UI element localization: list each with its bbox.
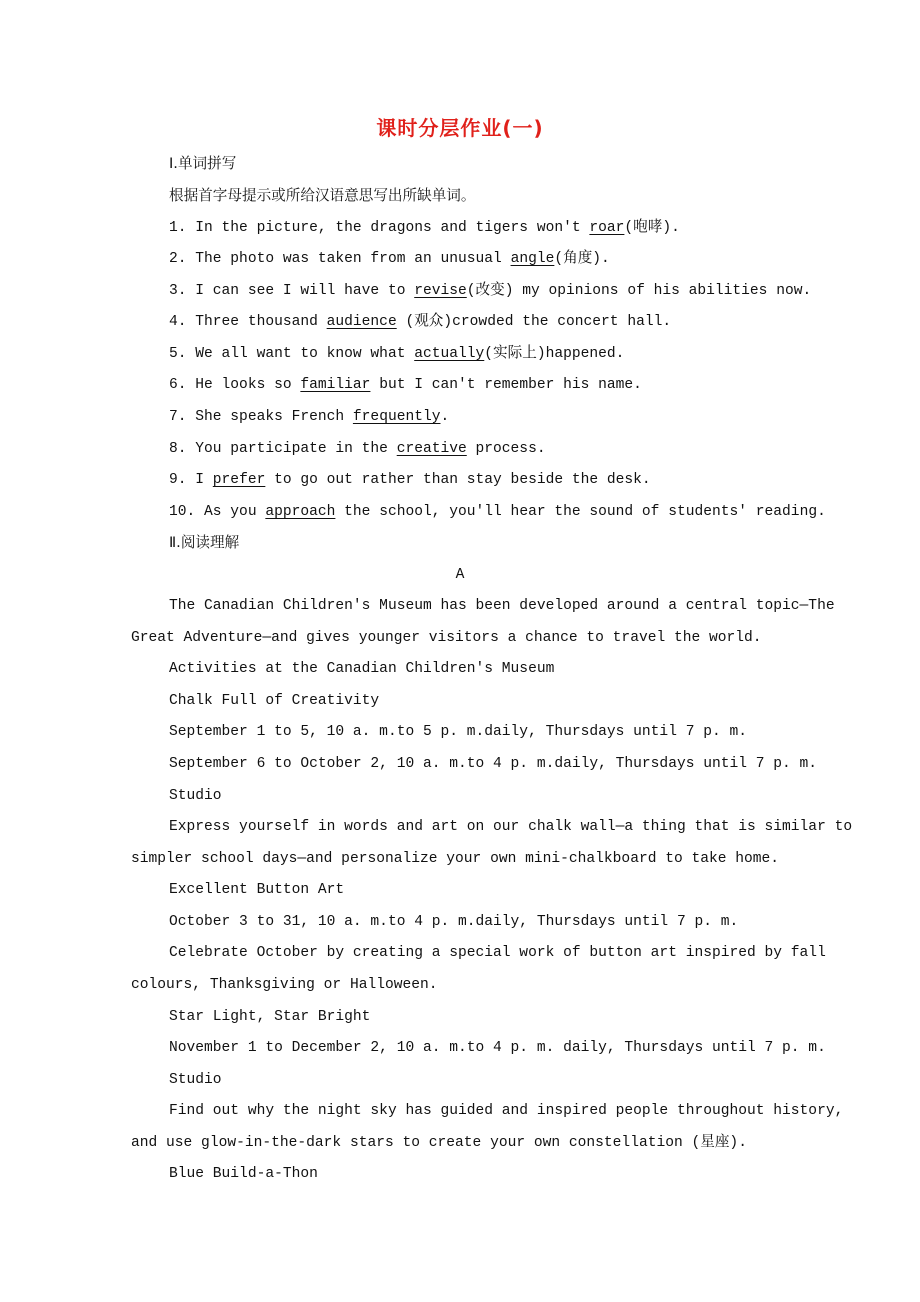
- vocab-item: 9. I prefer to go out rather than stay beside the desk.: [169, 472, 651, 488]
- passage-line: Excellent Button Art: [169, 882, 345, 898]
- section-2-heading: Ⅱ.阅读理解: [169, 534, 240, 551]
- passage-line: The Canadian Children's Museum has been developed around a central topic—The: [169, 598, 835, 614]
- vocab-item: 3. I can see I will have to revise(改变) my opinions of his abilities now.: [169, 283, 812, 299]
- passage-label: A: [455, 567, 465, 583]
- passage-line: Activities at the Canadian Children's Museum: [169, 661, 555, 677]
- answer-word: actually: [414, 346, 485, 362]
- passage-line: Star Light, Star Bright: [169, 1009, 371, 1025]
- answer-word: familiar: [300, 377, 371, 393]
- passage-line: simpler school days—and personalize your own mini-chalkboard to take home.: [131, 851, 780, 867]
- page-title: 课时分层作业(一): [376, 116, 544, 140]
- answer-word: prefer: [212, 472, 266, 488]
- answer-word: audience: [326, 314, 397, 330]
- vocab-item: 1. In the picture, the dragons and tigers won't roar(咆哮).: [169, 220, 680, 236]
- passage-line: colours, Thanksgiving or Halloween.: [131, 977, 438, 993]
- passage-line: Blue Build-a-Thon: [169, 1166, 318, 1182]
- passage-line: Great Adventure—and gives younger visitors a chance to travel the world.: [131, 630, 762, 646]
- answer-word: angle: [510, 251, 555, 267]
- section-1-heading: Ⅰ.单词拼写: [169, 155, 237, 172]
- passage-line: Find out why the night sky has guided and inspired people throughout history,: [169, 1103, 844, 1119]
- answer-word: roar: [589, 220, 625, 236]
- vocab-item: 7. She speaks French frequently.: [169, 409, 450, 425]
- passage-line: October 3 to 31, 10 a. m.to 4 p. m.daily, Thursdays until 7 p. m.: [169, 914, 739, 930]
- passage-line: Celebrate October by creating a special work of button art inspired by fall: [169, 945, 826, 961]
- section-1-instruction: 根据首字母提示或所给汉语意思写出所缺单词。: [169, 187, 476, 204]
- vocab-item: 6. He looks so familiar but I can't remember his name.: [169, 377, 642, 393]
- vocab-item: 4. Three thousand audience (观众)crowded the concert hall.: [169, 314, 672, 330]
- answer-word: approach: [265, 504, 336, 520]
- passage-line: Studio: [169, 1072, 222, 1088]
- answer-word: frequently: [352, 409, 441, 425]
- passage-line: and use glow-in-the-dark stars to create your own constellation (星座).: [131, 1135, 747, 1151]
- answer-word: creative: [396, 441, 467, 457]
- vocab-item: 8. You participate in the creative process.: [169, 441, 546, 457]
- passage-line: Express yourself in words and art on our chalk wall—a thing that is similar to: [169, 819, 853, 835]
- vocab-item: 10. As you approach the school, you'll hear the sound of students' reading.: [169, 504, 826, 520]
- vocab-item: 2. The photo was taken from an unusual angle(角度).: [169, 251, 610, 267]
- passage-line: Chalk Full of Creativity: [169, 693, 380, 709]
- passage-line: Studio: [169, 788, 222, 804]
- passage-line: September 6 to October 2, 10 a. m.to 4 p. m.daily, Thursdays until 7 p. m.: [169, 756, 818, 772]
- passage-line: November 1 to December 2, 10 a. m.to 4 p. m. daily, Thursdays until 7 p. m.: [169, 1040, 826, 1056]
- passage-line: September 1 to 5, 10 a. m.to 5 p. m.daily, Thursdays until 7 p. m.: [169, 724, 748, 740]
- vocab-item: 5. We all want to know what actually(实际上)happened.: [169, 346, 625, 362]
- answer-word: revise: [414, 283, 467, 299]
